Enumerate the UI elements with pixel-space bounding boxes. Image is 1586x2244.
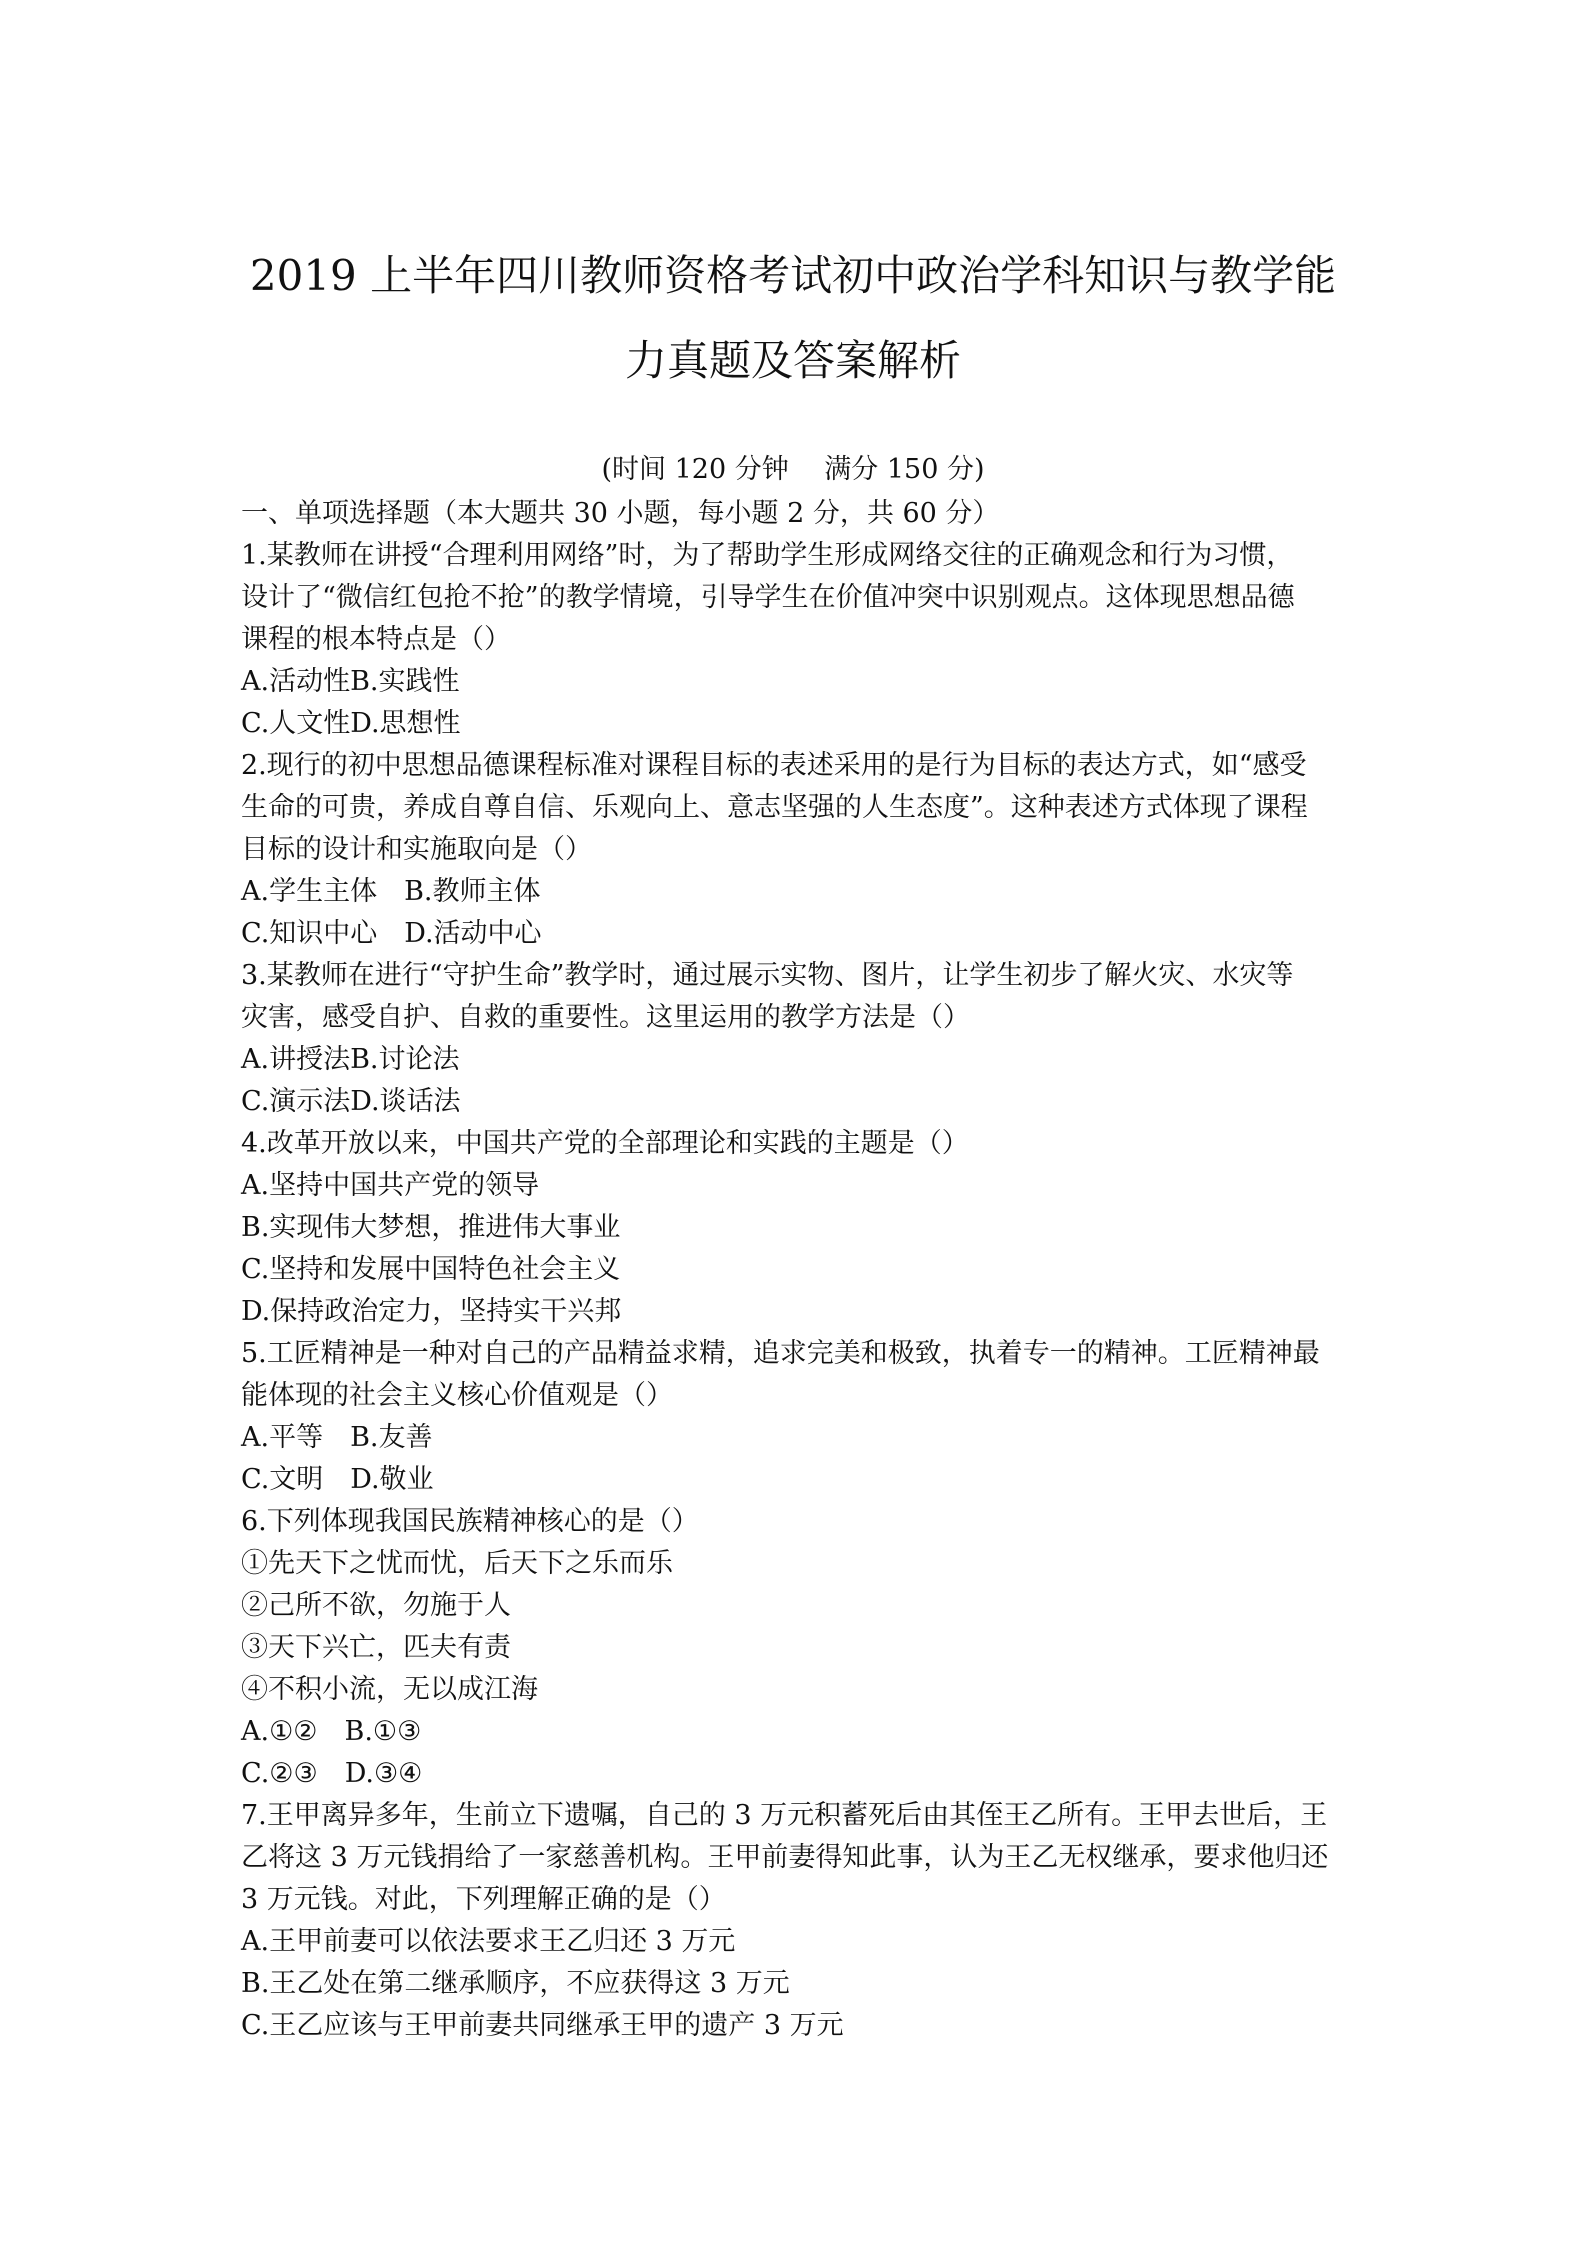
document-body — [241, 493, 1361, 2047]
answer-options: C.②③ D.③④ — [241, 1758, 423, 1789]
answer-options: C.知识中心 D.活动中心 — [241, 918, 542, 949]
question-text: 3 万元钱。对此，下列理解正确的是（） — [241, 1884, 726, 1915]
document-title-line-2: 力真题及答案解析 — [624, 336, 961, 385]
question-text: 目标的设计和实施取向是（） — [241, 834, 592, 865]
answer-option: A.坚持中国共产党的领导 — [241, 1170, 540, 1201]
question-text: 设计了“微信红包抢不抢”的教学情境，引导学生在价值冲突中识别观点。这体现思想品德 — [241, 582, 1295, 613]
answer-options: A.讲授法B.讨论法 — [241, 1044, 460, 1075]
question-text: 3.某教师在进行“守护生命”教学时，通过展示实物、图片，让学生初步了解火灾、水灾等 — [241, 960, 1294, 991]
answer-option: D.保持政治定力，坚持实干兴邦 — [241, 1296, 622, 1327]
answer-options: C.人文性D.思想性 — [241, 708, 461, 739]
answer-options: A.活动性B.实践性 — [241, 666, 460, 697]
answer-options: A.①② B.①③ — [241, 1716, 422, 1747]
answer-option: B.实现伟大梦想，推进伟大事业 — [241, 1212, 621, 1243]
question-text: 课程的根本特点是（） — [241, 624, 511, 655]
question-text: 1.某教师在讲授“合理利用网络”时，为了帮助学生形成网络交往的正确观念和行为习惯， — [241, 540, 1294, 571]
answer-option: C.坚持和发展中国特色社会主义 — [241, 1254, 621, 1285]
question-text: 5.工匠精神是一种对自己的产品精益求精，追求完美和极致，执着专一的精神。工匠精神最 — [241, 1338, 1320, 1369]
question-text: 6.下列体现我国民族精神核心的是（） — [241, 1506, 699, 1537]
question-text: 生命的可贵，养成自尊自信、乐观向上、意志坚强的人生态度”。这种表述方式体现了课程 — [241, 792, 1308, 823]
statement-item: ②己所不欲，勿施于人 — [241, 1590, 511, 1621]
exam-info: (时间 120 分钟 满分 150 分) — [601, 454, 985, 485]
section-heading: 一、单项选择题（本大题共 30 小题，每小题 2 分，共 60 分） — [241, 498, 1000, 529]
question-text: 灾害，感受自护、自救的重要性。这里运用的教学方法是（） — [241, 1002, 970, 1033]
answer-options: A.学生主体 B.教师主体 — [241, 876, 541, 907]
question-text: 4.改革开放以来，中国共产党的全部理论和实践的主题是（） — [241, 1128, 969, 1159]
document-title-line-1: 2019 上半年四川教师资格考试初中政治学科知识与教学能 — [249, 251, 1337, 300]
answer-option: A.王甲前妻可以依法要求王乙归还 3 万元 — [241, 1926, 736, 1957]
question-text: 能体现的社会主义核心价值观是（） — [241, 1380, 673, 1411]
answer-options: A.平等 B.友善 — [241, 1422, 433, 1453]
question-text: 乙将这 3 万元钱捐给了一家慈善机构。王甲前妻得知此事，认为王乙无权继承，要求他归还 — [241, 1842, 1329, 1873]
question-text: 2.现行的初中思想品德课程标准对课程目标的表述采用的是行为目标的表达方式，如“感受 — [241, 750, 1307, 781]
statement-item: ①先天下之忧而忧，后天下之乐而乐 — [241, 1548, 673, 1579]
answer-options: C.文明 D.敬业 — [241, 1464, 434, 1495]
question-text: 7.王甲离异多年，生前立下遗嘱，自己的 3 万元积蓄死后由其侄王乙所有。王甲去世后，王 — [241, 1800, 1328, 1831]
statement-item: ④不积小流，无以成江海 — [241, 1674, 538, 1705]
statement-item: ③天下兴亡，匹夫有责 — [241, 1632, 511, 1663]
answer-option: B.王乙处在第二继承顺序，不应获得这 3 万元 — [241, 1968, 790, 1999]
answer-options: C.演示法D.谈话法 — [241, 1086, 461, 1117]
answer-option: C.王乙应该与王甲前妻共同继承王甲的遗产 3 万元 — [241, 2010, 844, 2041]
